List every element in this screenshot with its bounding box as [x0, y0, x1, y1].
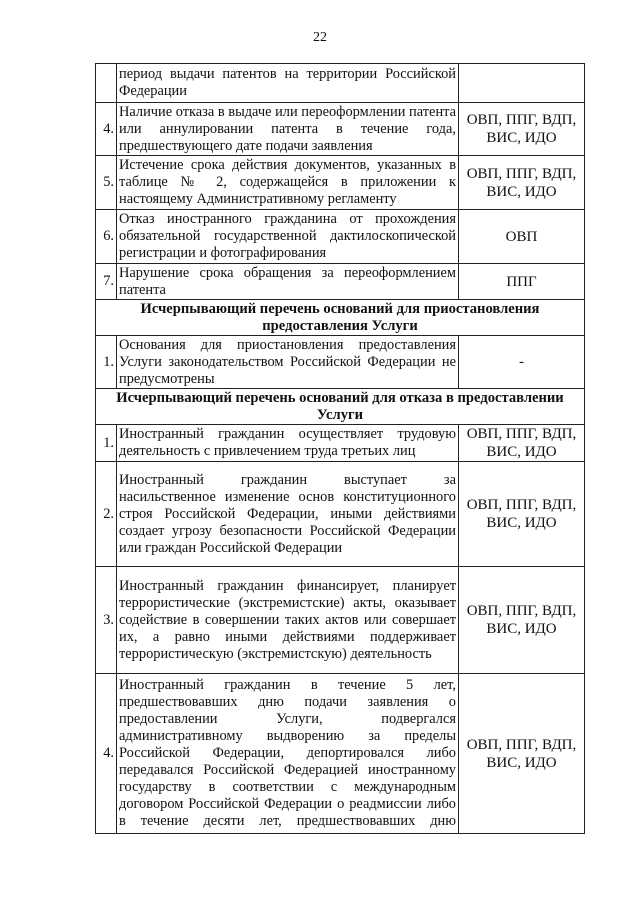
table-row [96, 462, 585, 567]
row-text: Истечение срока действия документов, указанных в таблице № 2, содержащейся в приложении к настоящему Административному регламенту [117, 156, 459, 210]
page-number: 22 [313, 30, 327, 45]
section-suspension-title: Исчерпывающий перечень оснований для приостановления предоставления Услуги [96, 300, 585, 336]
row-text: период выдачи патентов на территории Российской Федерации [117, 64, 459, 103]
table-row [96, 425, 585, 462]
table-row [96, 64, 585, 103]
row-codes: ППГ [459, 264, 585, 300]
row-codes: ОВП, ППГ, ВДП, ВИС, ИДО [459, 425, 585, 462]
row-codes: ОВП [459, 210, 585, 264]
table-row [96, 336, 585, 389]
row-codes: - [459, 336, 585, 389]
row-number: 5. [96, 156, 117, 210]
row-text: Нарушение срока обращения за переоформлением патента [117, 264, 459, 300]
row-number: 1. [96, 425, 117, 462]
row-number [96, 64, 117, 103]
grounds-table [95, 63, 585, 834]
row-text: Иностранный гражданин осуществляет трудовую деятельность с привлечением труда третьих лиц [117, 425, 459, 462]
table-row [96, 103, 585, 156]
row-number: 4. [96, 674, 117, 834]
row-codes: ОВП, ППГ, ВДП, ВИС, ИДО [459, 103, 585, 156]
row-text: Отказ иностранного гражданина от прохождения обязательной государственной дактилоскопической регистрации и фотографирования [117, 210, 459, 264]
row-text: Иностранный гражданин выступает за насильственное изменение основ конституционного строя Российской Федерации, иными действиями создает угрозу безопасности Российской Федерации или граждан Российской Федерации [117, 462, 459, 567]
row-codes: ОВП, ППГ, ВДП, ВИС, ИДО [459, 674, 585, 834]
row-text: Иностранный гражданин финансирует, планирует террористические (экстремистские) акты, оказывает содействие в совершении таких актов или совершает их, а равно иными действиями поддерживает террористическую (экстремистскую) деятельность [117, 567, 459, 674]
table-row [96, 156, 585, 210]
row-number: 7. [96, 264, 117, 300]
table-row [96, 674, 585, 834]
table-row [96, 264, 585, 300]
row-number: 3. [96, 567, 117, 674]
row-number: 6. [96, 210, 117, 264]
row-number: 1. [96, 336, 117, 389]
row-text: Наличие отказа в выдаче или переоформлении патента или аннулировании патента в течение года, предшествующего дате подачи заявления [117, 103, 459, 156]
table-row [96, 567, 585, 674]
row-number: 4. [96, 103, 117, 156]
table-row [96, 210, 585, 264]
row-text: Иностранный гражданин в течение 5 лет, предшествовавших дню подачи заявления о предоставлении Услуги, подвергался административному выдворению за пределы Российской Федерации, депортировался либо передавался Российской Федерацией иностранному государству в соответствии с международным договором Российской Федерации о реадмиссии либо в течение десяти лет, предшествовавших дню [117, 674, 459, 834]
section-header-row [96, 300, 585, 336]
row-codes: ОВП, ППГ, ВДП, ВИС, ИДО [459, 462, 585, 567]
row-codes [459, 64, 585, 103]
row-number: 2. [96, 462, 117, 567]
section-refusal-title: Исчерпывающий перечень оснований для отказа в предоставлении Услуги [96, 389, 585, 425]
row-codes: ОВП, ППГ, ВДП, ВИС, ИДО [459, 156, 585, 210]
section-header-row [96, 389, 585, 425]
row-codes: ОВП, ППГ, ВДП, ВИС, ИДО [459, 567, 585, 674]
row-text: Основания для приостановления предоставления Услуги законодательством Российской Федерации не предусмотрены [117, 336, 459, 389]
